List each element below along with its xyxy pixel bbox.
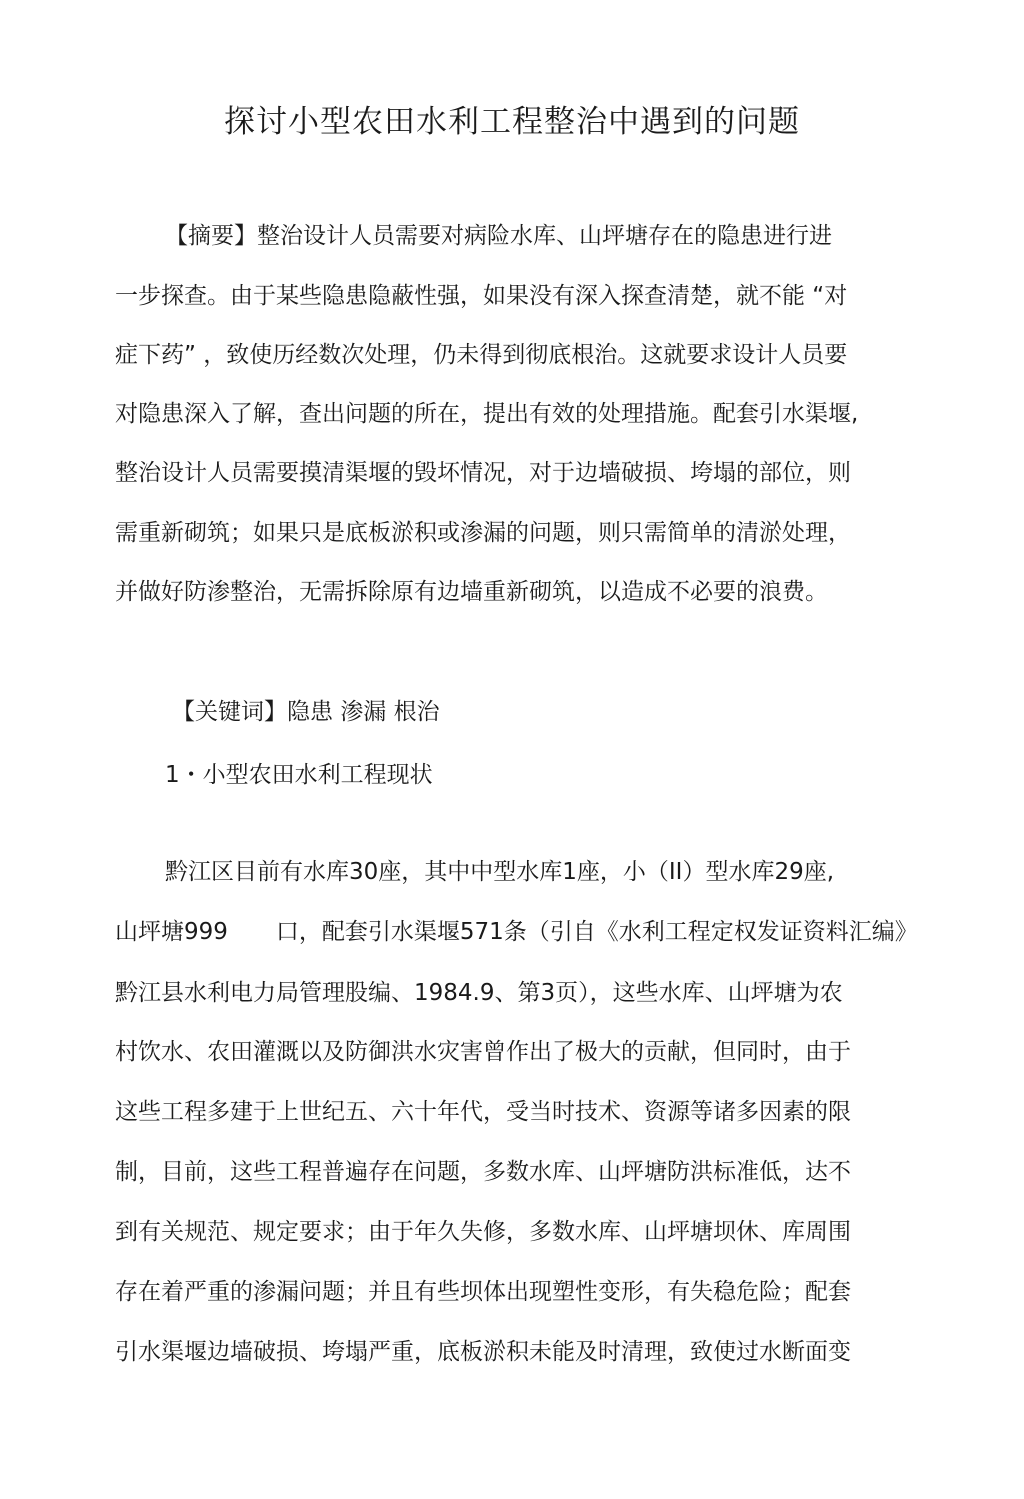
abstract-line: 整治设计人员需要摸清渠堰的毁坏情况，对于边墙破损、垮塌的部位，则 <box>115 460 851 486</box>
abstract-line: 需重新砌筑；如果只是底板淤积或渗漏的问题，则只需简单的清淤处理， <box>115 520 851 546</box>
body-line: 这些工程多建于上世纪五、六十年代，受当时技术、资源等诸多因素的限 <box>115 1099 851 1125</box>
abstract-line: 【摘要】整治设计人员需要对病险水库、山坪塘存在的隐患进行进 <box>165 223 832 249</box>
abstract-line: 对隐患深入了解，查出问题的所在，提出有效的处理措施。配套引水渠堰, <box>115 401 859 427</box>
body-line: 村饮水、农田灌溉以及防御洪水灾害曾作出了极大的贡献，但同时，由于 <box>115 1039 851 1065</box>
document-title: 探讨小型农田水利工程整治中遇到的问题 <box>224 104 800 140</box>
body-line: 黔江区目前有水库30座，其中中型水库1座，小（II）型水库29座, <box>165 859 835 885</box>
body-line-part: 山坪塘999 <box>115 919 228 945</box>
body-line-part: 口，配套引水渠堰571条（引自《水利工程定权发证资料汇编》 <box>275 919 918 945</box>
body-line: 黔江县水利电力局管理股编、1984.9、第3页），这些水库、山坪塘为农 <box>115 980 843 1006</box>
section-heading: 1・小型农田水利工程现状 <box>165 762 433 788</box>
body-line: 制，目前，这些工程普遍存在问题，多数水库、山坪塘防洪标准低，达不 <box>115 1159 851 1185</box>
body-line: 存在着严重的渗漏问题；并且有些坝体出现塑性变形，有失稳危险；配套 <box>115 1279 851 1305</box>
keywords-line: 【关键词】隐患 渗漏 根治 <box>172 699 440 725</box>
body-line: 引水渠堰边墙破损、垮塌严重，底板淤积未能及时清理，致使过水断面变 <box>115 1339 851 1365</box>
abstract-line: 一步探查。由于某些隐患隐蔽性强，如果没有深入探查清楚，就不能 “对 <box>115 283 848 309</box>
body-line <box>115 917 918 947</box>
abstract-line: 并做好防渗整治，无需拆除原有边墙重新砌筑，以造成不必要的浪费。 <box>115 579 828 605</box>
abstract-line: 症下药” ，致使历经数次处理，仍未得到彻底根治。这就要求设计人员要 <box>115 342 848 368</box>
body-line: 到有关规范、规定要求；由于年久失修，多数水库、山坪塘坝休、库周围 <box>115 1219 851 1245</box>
